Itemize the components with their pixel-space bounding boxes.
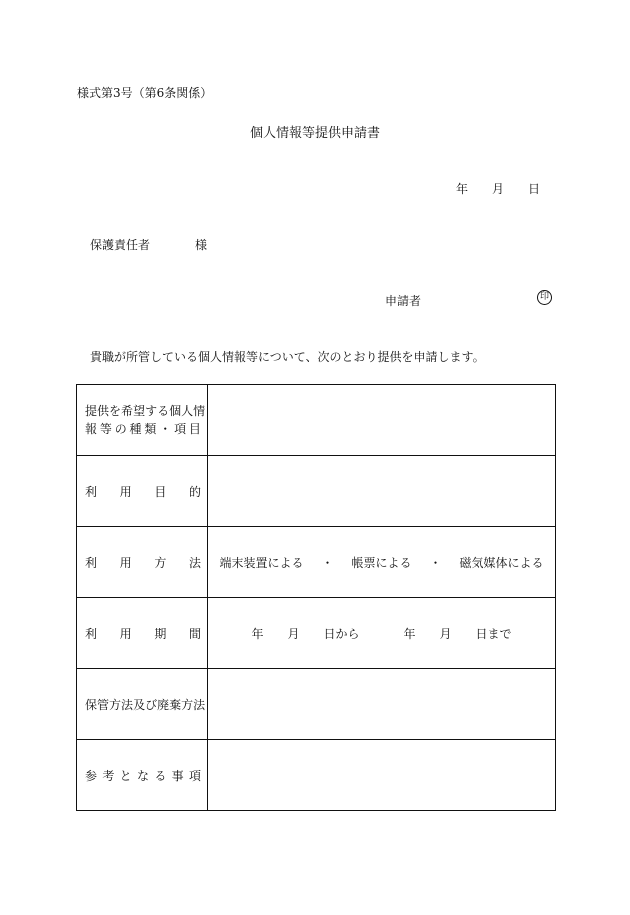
document-title: 個人情報等提供申請書 — [249, 126, 380, 141]
period-to-day: 日まで — [475, 626, 512, 641]
form-number: 様式第3号（第6条関係） — [77, 86, 213, 100]
storage-field[interactable] — [208, 669, 556, 740]
method-option-magnetic[interactable]: 磁気媒体による — [459, 555, 544, 570]
period-from-year: 年 — [251, 626, 264, 641]
method-option-paper[interactable]: 帳票による — [351, 555, 412, 570]
date-day-label: 日 — [528, 182, 541, 196]
table-row — [77, 669, 556, 740]
spread-label: 保 管 方 法 及 び 廃 棄 方 法 — [85, 697, 206, 712]
seal-mark-icon: 印 — [537, 290, 552, 305]
table-row — [77, 385, 556, 456]
addressee-label: 保護責任者 — [90, 238, 151, 252]
period-from-month: 月 — [287, 626, 300, 641]
table-row — [77, 527, 556, 598]
spread-label: 利 用 方 法 — [85, 555, 201, 570]
method-field[interactable] — [208, 527, 556, 598]
table-row — [77, 456, 556, 527]
label-line: 提 供 を 希 望 す る 個 人 情 — [85, 404, 206, 418]
intro-text: 貴職が所管している個人情報等について、次のとおり提供を申請します。 — [90, 350, 485, 364]
period-to-month: 月 — [439, 626, 452, 641]
row-label-method — [77, 527, 208, 598]
row-label-info-type — [77, 385, 208, 456]
info-type-field[interactable] — [208, 385, 556, 456]
spread-label: 参 考 と な る 事 項 — [85, 768, 201, 783]
table-row — [77, 598, 556, 669]
period-field[interactable] — [208, 598, 556, 669]
method-option-terminal[interactable]: 端末装置による — [219, 555, 304, 570]
row-label-notes — [77, 740, 208, 811]
table-row — [77, 740, 556, 811]
notes-field[interactable] — [208, 740, 556, 811]
period-from-day: 日から — [323, 626, 360, 641]
application-table — [76, 384, 556, 811]
period-to-year: 年 — [403, 626, 416, 641]
applicant-label: 申請者 — [385, 294, 422, 308]
row-label-period — [77, 598, 208, 669]
row-label-purpose — [77, 456, 208, 527]
label-line: 報 等 の 種 類 ・ 項 目 — [85, 422, 201, 436]
date-month-label: 月 — [492, 182, 505, 196]
row-label-storage — [77, 669, 208, 740]
spread-label: 利 用 期 間 — [85, 626, 201, 641]
purpose-field[interactable] — [208, 456, 556, 527]
separator-dot: ・ — [321, 555, 334, 570]
separator-dot: ・ — [429, 555, 442, 570]
date-year-label: 年 — [456, 182, 469, 196]
addressee-honorific: 様 — [195, 238, 208, 252]
spread-label: 利 用 目 的 — [85, 484, 201, 499]
